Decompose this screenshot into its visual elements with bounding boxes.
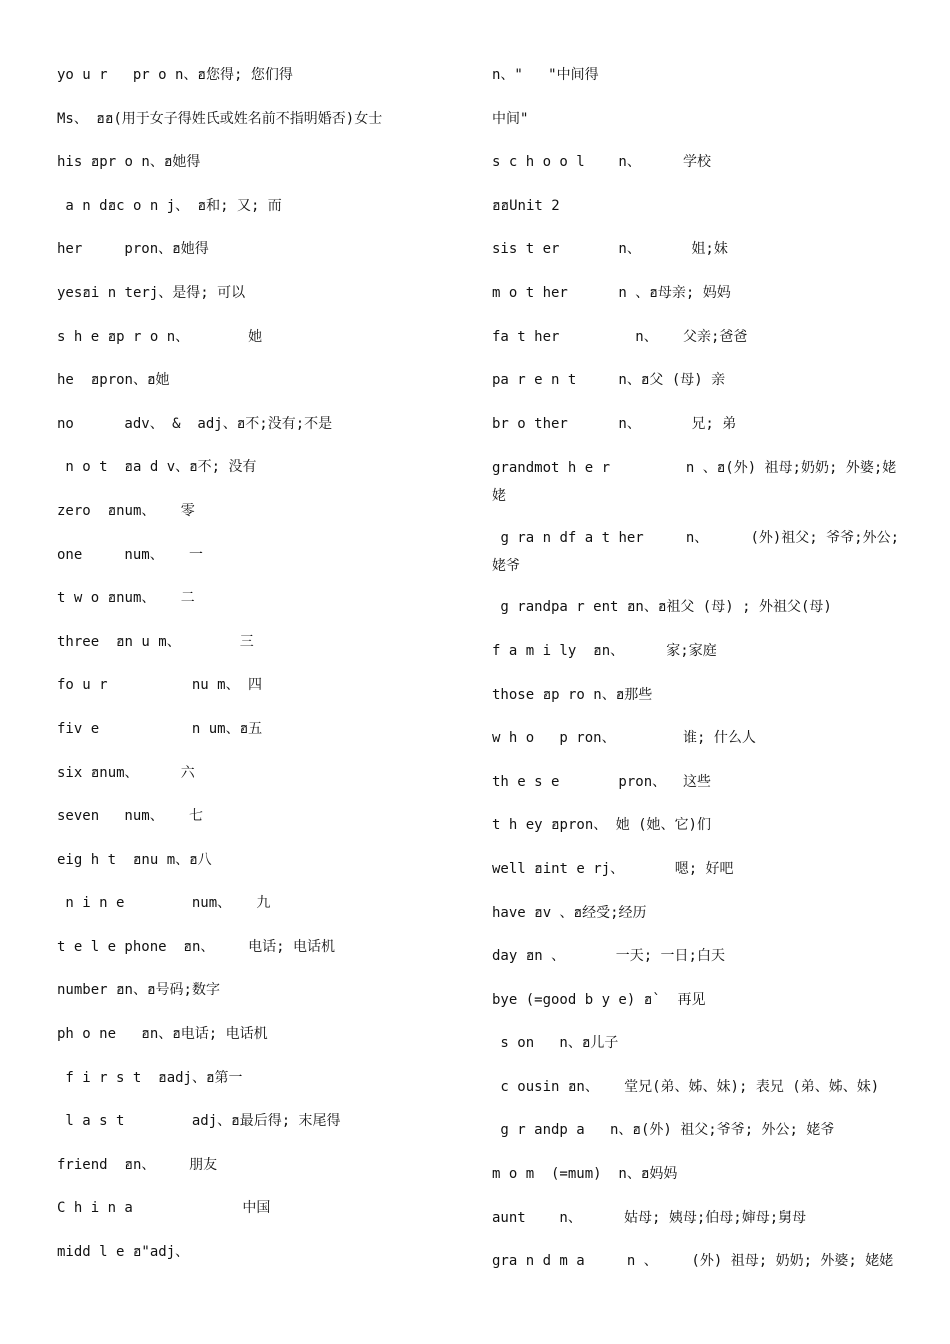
vocab-entry: t h ey ฮpron、 她 (她、它)们 bbox=[492, 817, 711, 834]
vocab-entry: have ฮv 、ฮ经受;经历 bbox=[492, 904, 647, 921]
vocab-entry: pa r e n t n、ฮ父 (母) 亲 bbox=[492, 372, 726, 389]
vocab-entry: fa t her n、 父亲;爸爸 bbox=[492, 328, 748, 345]
vocab-entry: aunt n、 姑母; 姨母;伯母;婶母;舅母 bbox=[492, 1209, 807, 1226]
vocab-entry: m o t her n 、ฮ母亲; 妈妈 bbox=[492, 284, 731, 301]
vocab-entry: her pron、ฮ她得 bbox=[57, 241, 209, 258]
vocab-entry: 中间" bbox=[492, 110, 529, 127]
vocab-entry: six ฮnum、 六 bbox=[57, 764, 195, 781]
vocab-entry: midd l e ฮ"adj、 bbox=[57, 1244, 190, 1261]
vocab-entry: one num、 一 bbox=[57, 546, 204, 563]
vocab-entry: th e s e pron、 这些 bbox=[492, 773, 712, 790]
vocab-entry: his ฮpr o n、ฮ她得 bbox=[57, 154, 201, 171]
vocab-entry: a n dฮc o n j、 ฮ和; 又; 而 bbox=[57, 197, 282, 214]
vocab-entry: f i r s t ฮadj、ฮ第一 bbox=[57, 1069, 243, 1086]
vocab-entry: seven num、 七 bbox=[57, 808, 204, 825]
vocab-entry: s h e ฮp r o n、 她 bbox=[57, 328, 263, 345]
vocab-entry: t w o ฮnum、 二 bbox=[57, 590, 195, 607]
vocab-entry: m o m (=mum) n、ฮ妈妈 bbox=[492, 1166, 678, 1183]
vocab-entry: fiv e n um、ฮ五 bbox=[57, 720, 263, 737]
vocab-entry: f a m i ly ฮn、 家;家庭 bbox=[492, 642, 717, 659]
vocab-entry: number ฮn、ฮ号码;数字 bbox=[57, 982, 220, 999]
vocab-entry: bye (=good b y e) ฮ` 再见 bbox=[492, 991, 706, 1008]
vocab-entry: he ฮpron、ฮ她 bbox=[57, 372, 170, 389]
vocab-entry: sis t er n、 姐;妹 bbox=[492, 241, 728, 258]
vocab-entry: grandmot h e r n 、ฮ(外) 祖母;奶奶; 外婆;姥姥 bbox=[492, 460, 897, 505]
vocab-entry: n、" "中间得 bbox=[492, 67, 599, 83]
vocab-entry: n i n e num、 九 bbox=[57, 895, 271, 912]
vocab-entry: br o ther n、 兄; 弟 bbox=[492, 415, 737, 432]
vocab-entry: g r andp a n、ฮ(外) 祖父;爷爷; 外公; 姥爷 bbox=[492, 1122, 835, 1139]
vocab-entry: Ms、 ฮฮ(用于女子得姓氏或姓名前不指明婚否)女士 bbox=[57, 110, 383, 127]
vocab-entry: C h i n a 中国 bbox=[57, 1200, 271, 1217]
vocab-entry: g ra n df a t her n、 (外)祖父; 爷爷;外公;姥爷 bbox=[492, 530, 900, 575]
vocab-entry: s on n、ฮ儿子 bbox=[492, 1035, 619, 1052]
vocab-entry: l a s t adj、ฮ最后得; 末尾得 bbox=[57, 1113, 341, 1130]
vocab-entry: yo u r pr o n、ฮ您得; 您们得 bbox=[57, 67, 293, 83]
vocab-entry: no adv、 & adj、ฮ不;没有;不是 bbox=[57, 415, 333, 432]
unit-heading: ฮฮUnit 2 bbox=[492, 197, 560, 214]
vocab-entry: w h o p ron、 谁; 什么人 bbox=[492, 730, 756, 747]
vocab-entry: those ฮp ro n、ฮ那些 bbox=[492, 686, 653, 703]
vocab-entry: zero ฮnum、 零 bbox=[57, 502, 195, 519]
vocab-entry: three ฮn u m、 三 bbox=[57, 633, 254, 650]
vocab-entry: eig h t ฮnu m、ฮ八 bbox=[57, 851, 212, 868]
vocab-entry: gra n d m a n 、 (外) 祖母; 奶奶; 外婆; 姥姥 bbox=[492, 1253, 894, 1270]
vocab-entry: g randpa r ent ฮn、ฮ祖父 (母) ; 外祖父(母) bbox=[492, 599, 832, 616]
vocab-entry: friend ฮn、 朋友 bbox=[57, 1156, 218, 1173]
vocab-entry: s c h o o l n、 学校 bbox=[492, 154, 712, 171]
vocab-entry: t e l e phone ฮn、 电话; 电话机 bbox=[57, 938, 335, 955]
vocab-entry: day ฮn 、 一天; 一日;白天 bbox=[492, 948, 725, 965]
left-column bbox=[57, 62, 457, 1283]
vocab-entry: n o t ฮa d v、ฮ不; 没有 bbox=[57, 459, 257, 476]
vocab-entry: ph o ne ฮn、ฮ电话; 电话机 bbox=[57, 1026, 268, 1043]
vocab-entry: well ฮint e rj、 嗯; 好吧 bbox=[492, 860, 734, 877]
vocab-entry: fo u r nu m、 四 bbox=[57, 677, 263, 694]
vocab-entry: c ousin ฮn、 堂兄(弟、姊、妹); 表兄 (弟、姊、妹) bbox=[492, 1078, 880, 1095]
vocab-entry: yesฮi n terj、是得; 可以 bbox=[57, 284, 246, 301]
right-column bbox=[492, 62, 902, 1292]
